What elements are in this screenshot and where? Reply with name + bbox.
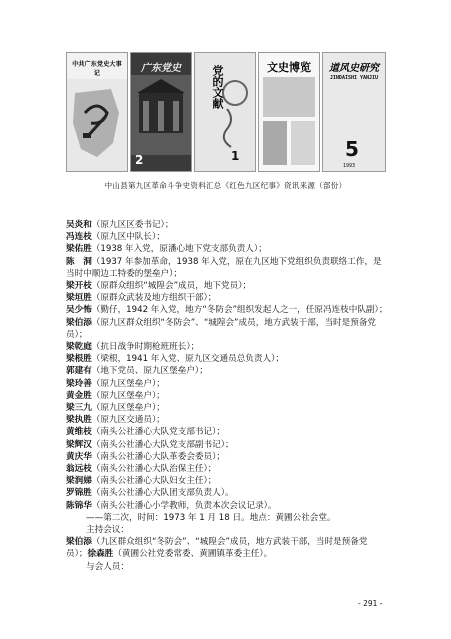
- cover-4-title: 文史博览: [267, 61, 311, 74]
- cover-image-1: [66, 52, 128, 172]
- second-meeting-line: ——第二次，时间：1973 年 1 月 18 日。地点：黄圃公社会堂。: [86, 512, 336, 523]
- cover-image-4: [258, 52, 320, 172]
- list-item: [66, 243, 388, 255]
- cover-image-5: [322, 52, 386, 172]
- person-name: 梁执胜: [66, 415, 92, 426]
- body-text: [66, 219, 388, 573]
- person-description: （南头公社潘心大队革委会委员）；: [91, 451, 225, 462]
- list-item: [66, 231, 388, 243]
- cover-3-title: 党的文献: [211, 65, 224, 109]
- person-description: （原群众武装及地方组织干部）；: [91, 293, 217, 304]
- list-item: [66, 414, 388, 426]
- host-line: [66, 536, 388, 560]
- person-name: 冯连枝: [66, 232, 92, 243]
- person-name: 翁远枝: [66, 464, 92, 475]
- list-item: [66, 317, 388, 341]
- cover-2-title: 广东党史: [141, 63, 181, 74]
- host2-name: 徐森胜: [87, 549, 114, 560]
- abstract-pattern-graphic: [195, 53, 255, 171]
- person-name: 吴炎和: [66, 220, 92, 230]
- list-item: [66, 475, 388, 487]
- list-item: [66, 487, 388, 499]
- list-item: [66, 390, 388, 402]
- person-description: （抗日战争时期枪班班长）；: [91, 342, 200, 353]
- list-item: [66, 439, 388, 451]
- cover-image-3: [194, 52, 256, 172]
- person-name: 梁乾庭: [66, 342, 92, 353]
- person-description: （南头公社潘心小学教师，负责本次会议记录）。: [91, 500, 277, 511]
- cover-1-title: 中共广东党史大事记: [72, 61, 122, 77]
- person-description: （原九区堡垒户）；: [91, 403, 165, 414]
- cover-2-issue-number: 2: [135, 153, 144, 167]
- person-description: （原群众组织“城隍会”成员，地下党员）；: [91, 281, 252, 292]
- list-item: [66, 378, 388, 390]
- person-description: （原九区中队长）；: [91, 232, 165, 243]
- list-item: [66, 256, 388, 280]
- list-item: [66, 426, 388, 438]
- list-item: [66, 304, 388, 316]
- hammer-sickle-map-graphic: [67, 53, 127, 171]
- person-description: （1938 年入党，原潘心地下党支部负责人）；: [91, 244, 267, 255]
- person-name: 梁开枝: [66, 281, 92, 292]
- person-name: 陈 洞: [66, 256, 92, 267]
- cover-5-issue-number: 5: [345, 137, 359, 161]
- person-description: （南头公社潘心大队党支部副书记）；: [91, 439, 234, 450]
- person-name: 梁伯添: [66, 317, 92, 328]
- list-item: [66, 292, 388, 304]
- person-description: （原九区堡垒户）；: [91, 378, 165, 389]
- page-number: - 291 -: [358, 599, 383, 608]
- person-name: 黄维枝: [66, 427, 92, 438]
- list-item: [66, 353, 388, 365]
- person-description: （原九区堡垒户）；: [91, 390, 165, 401]
- list-item: [66, 280, 388, 292]
- person-name: 陈锦华: [66, 500, 92, 511]
- cover-image-strip: [66, 52, 384, 170]
- person-name: 梁辉汉: [66, 439, 92, 450]
- host-name: 梁伯添: [66, 537, 92, 548]
- person-description: （勤仔，1942 年入党，地方“冬防会”组织发起人之一，任原冯连枝中队副）；: [91, 305, 388, 316]
- cover-5-subtitle: JINDAISHI YANJIU: [329, 75, 379, 81]
- person-name: 梁润娣: [66, 476, 92, 487]
- list-item: [66, 402, 388, 414]
- attendees-label: 与会人员：: [86, 561, 129, 572]
- person-description: （地下党员、原九区堡垒户）；: [91, 366, 208, 377]
- host2-description: （黄圃公社党委常委、黄圃镇革委主任）。: [113, 549, 273, 560]
- person-name: 梁根胜: [66, 354, 92, 365]
- photo-collage-graphic: [259, 53, 319, 171]
- person-name: 梁三九: [66, 403, 92, 414]
- person-description: （南头公社潘心大队团支部负责人）。: [91, 488, 234, 499]
- person-name: 梁垣胜: [66, 293, 92, 304]
- person-description: （原九区区委书记）；: [91, 220, 174, 230]
- cover-5-title: 道风史研究: [329, 63, 379, 74]
- host-label: 主持会议：: [86, 525, 129, 536]
- list-item: [66, 500, 388, 512]
- person-description: （南头公社潘心大队党支部书记）；: [91, 427, 225, 438]
- list-item: [66, 463, 388, 475]
- person-name: 黄庆华: [66, 451, 92, 462]
- person-description: （原九区群众组织“冬防会”、“城隍会”成员，地方武装干部，当时是预备党员）；: [66, 317, 377, 340]
- person-name: 黄金胜: [66, 390, 92, 401]
- list-item: [66, 451, 388, 463]
- list-item: [66, 365, 388, 377]
- person-description: （南头公社潘心大队妇女主任）；: [91, 476, 217, 487]
- person-description: （梁根，1941 年入党、原九区交通员总负责人）；: [91, 354, 284, 365]
- image-caption: 中山县第九区革命斗争史资料汇总《红色九区纪事》资讯来源（部份）: [104, 181, 347, 190]
- list-item: [66, 341, 388, 353]
- person-name: 吴少怖: [66, 305, 92, 316]
- cover-5-year: 1993: [343, 163, 356, 169]
- host-description: （九区群众组织“冬防会”、“城隍会”成员，地方武装干部，当时是预备党员）；: [66, 537, 368, 560]
- cover-3-issue-number: 1: [231, 149, 240, 163]
- person-description: （南头公社潘心大队治保主任）；: [91, 464, 217, 475]
- list-item: [66, 219, 388, 231]
- attendee-list: [66, 219, 388, 512]
- person-name: 梁玲善: [66, 378, 92, 389]
- person-description: （原九区交通员）；: [91, 415, 165, 426]
- person-name: 梁佑胜: [66, 244, 92, 255]
- person-name: 郭建有: [66, 366, 92, 377]
- person-description: （1937 年参加革命，1938 年入党，原在九区地下党组织负责联络工作，是当时中顺边工特委的堡垒户）；: [66, 256, 382, 279]
- person-name: 罗锦胜: [66, 488, 92, 499]
- cover-image-2: [130, 52, 192, 172]
